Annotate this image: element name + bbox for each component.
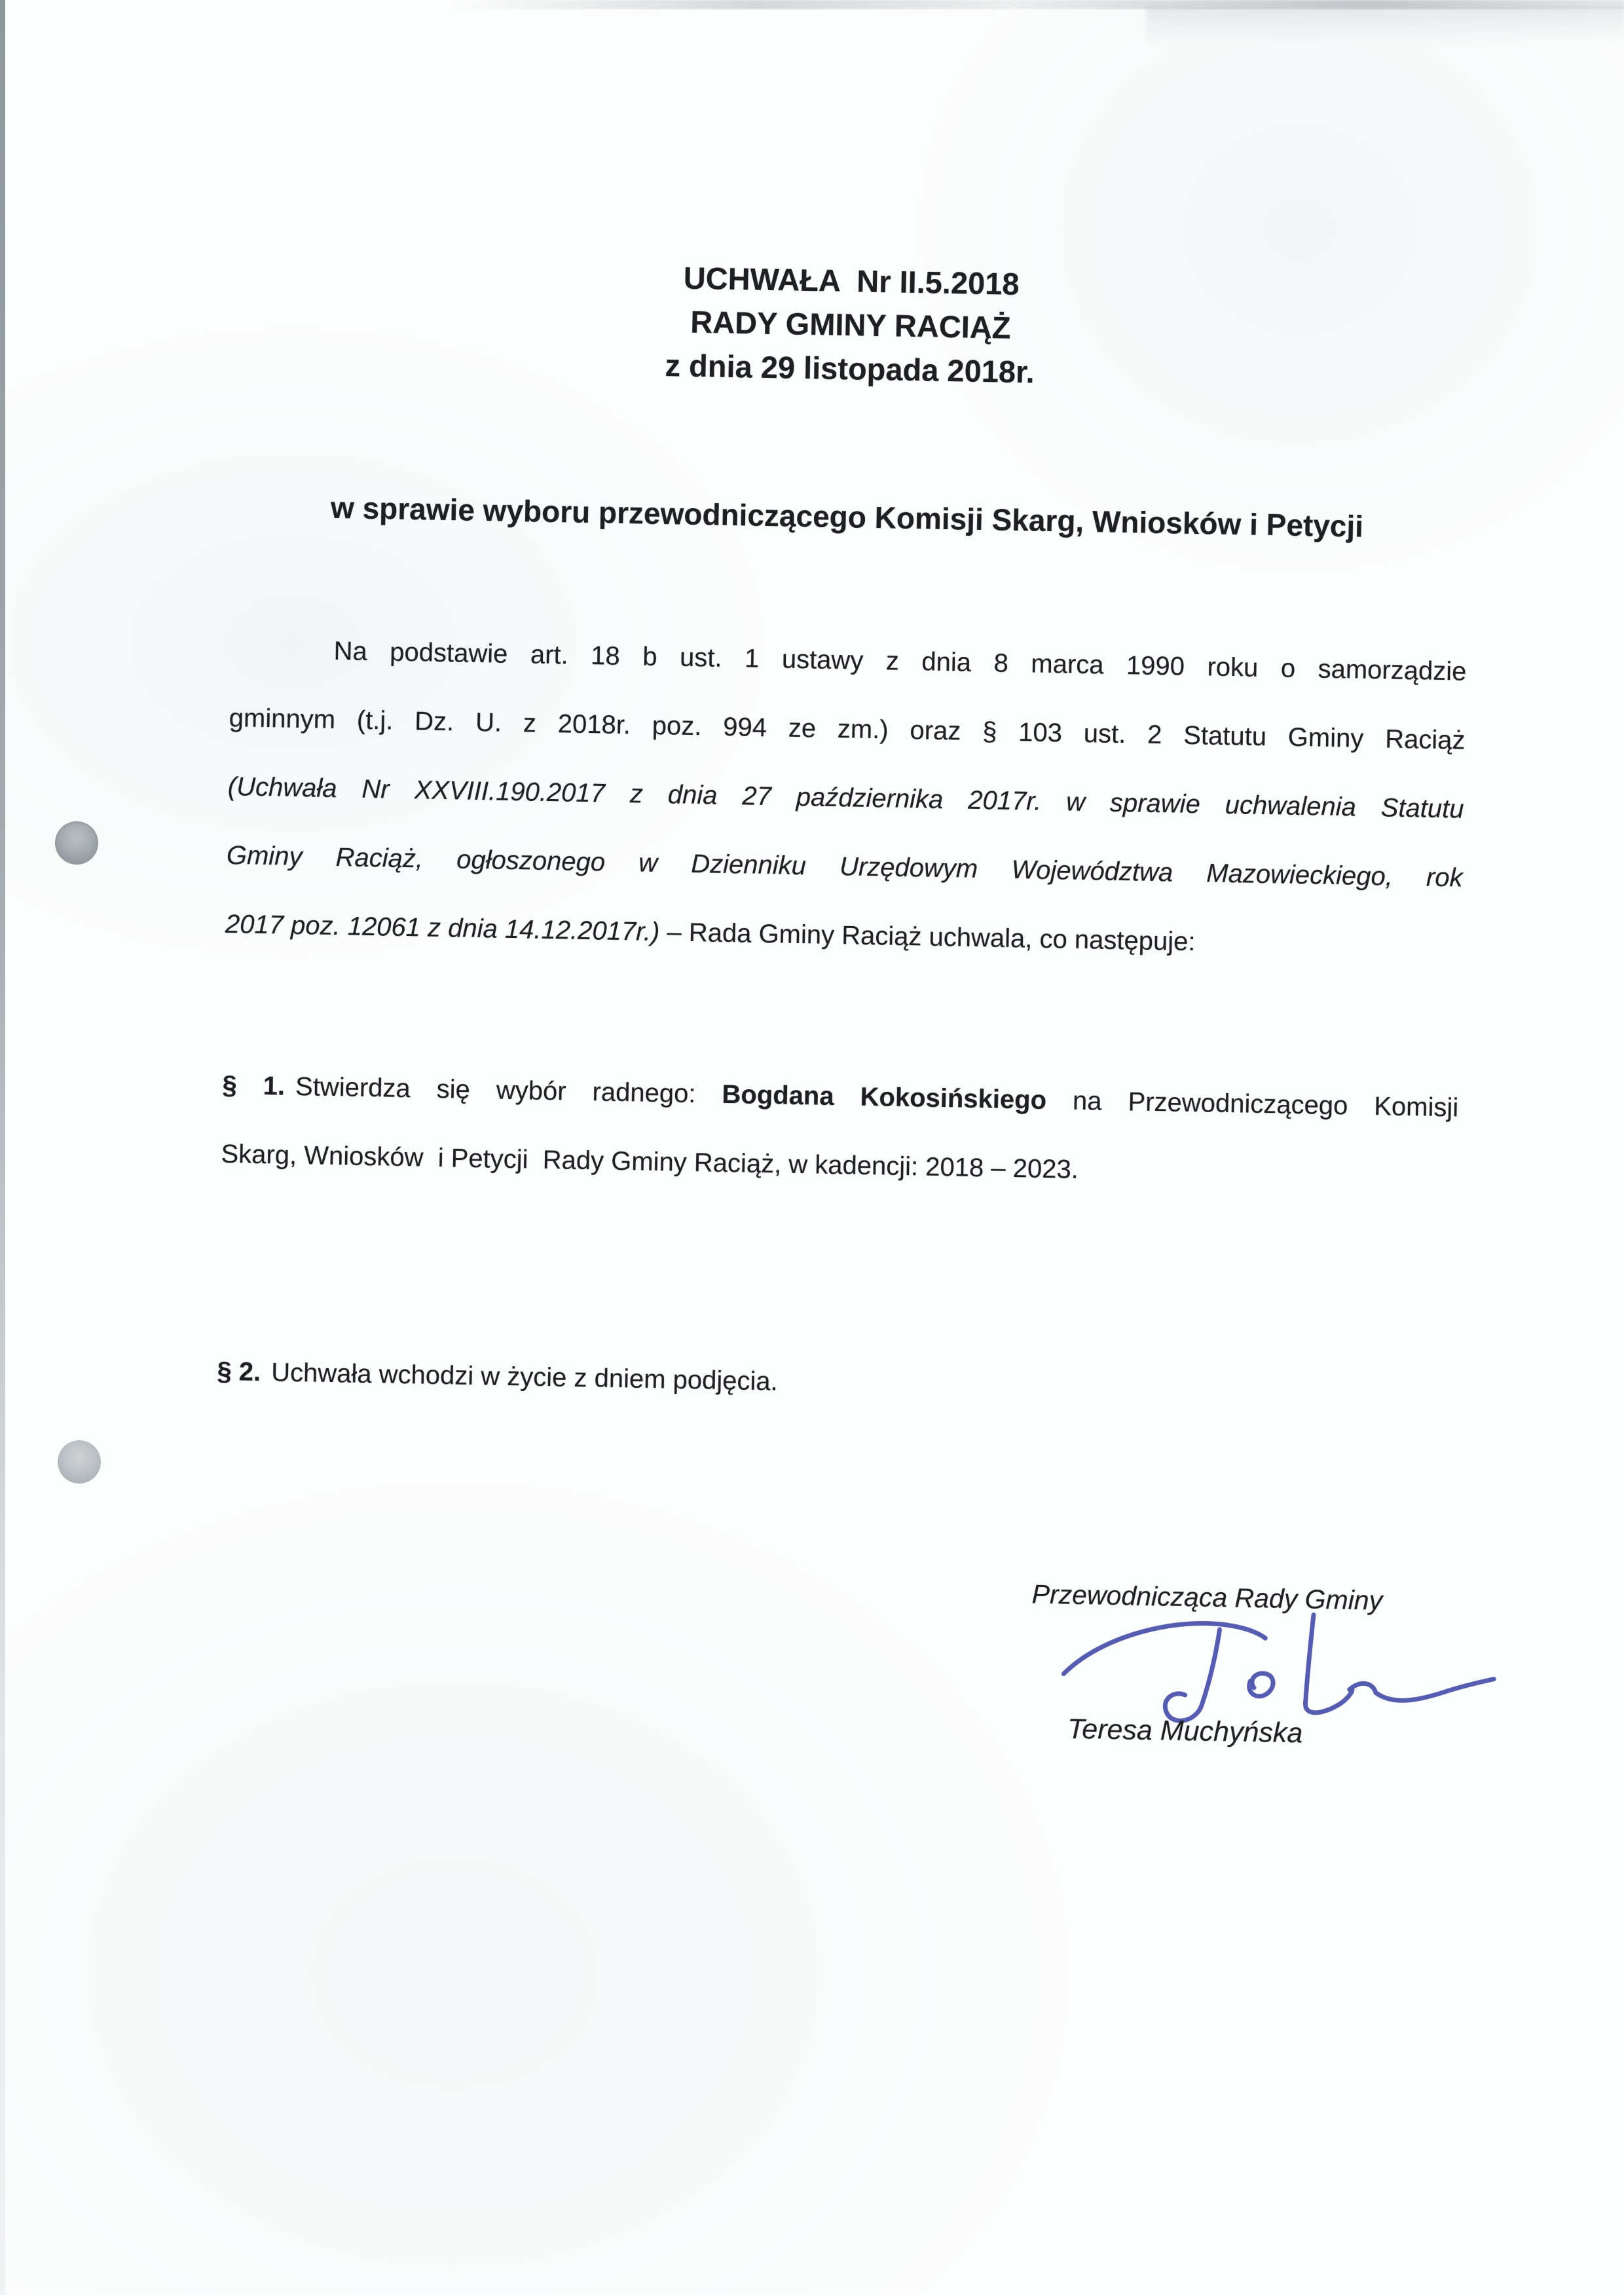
resolution-issuer: RADY GMINY RACIĄŻ xyxy=(690,304,1011,345)
section-1-number: § 1. xyxy=(222,1070,286,1101)
section-1-text-b: na Przewodniczącego Komisji xyxy=(1046,1085,1459,1123)
resolution-header xyxy=(365,250,1336,400)
legal-basis-line-2: gminnym (t.j. Dz. U. z 2018r. poz. 994 ze zm.) oraz § 103 ust. 2 Statutu Gminy Raciąż xyxy=(229,703,1466,755)
section-2-text: Uchwała wchodzi w życie z dniem podjęcia. xyxy=(270,1358,779,1396)
resolution-number: UCHWAŁA Nr II.5.2018 xyxy=(683,260,1020,301)
section-1-paragraph xyxy=(221,1051,1460,1212)
resolution-subject: w sprawie wyboru przewodniczącego Komisji Skarg, Wniosków i Petycji xyxy=(330,490,1364,544)
legal-basis-line-5-enacting: – Rada Gminy Raciąż uchwala, co następuje: xyxy=(659,918,1196,957)
legal-basis-line-3: (Uchwała Nr XXVIII.190.2017 z dnia 27 października 2017r. w sprawie uchwalenia Statutu xyxy=(227,772,1464,824)
legal-basis-line-5-citation: 2017 poz. 12061 z dnia 14.12.2017r.) xyxy=(225,909,660,947)
section-1-line-2: Skarg, Wniosków i Petycji Rady Gminy Raciąż, w kadencji: 2018 – 2023. xyxy=(221,1139,1079,1184)
legal-basis-line-1: Na podstawie art. 18 b ust. 1 ustawy z dnia 8 marca 1990 roku o samorządzie xyxy=(333,636,1467,686)
section-2-paragraph xyxy=(217,1337,1454,1429)
signature-stroke-swash xyxy=(1063,1621,1265,1678)
legal-basis-line-4: Gminy Raciąż, ogłoszonego w Dzienniku Urzędowym Województwa Mazowieckiego, rok xyxy=(226,840,1464,893)
section-2-line xyxy=(217,1337,1454,1429)
section-2-number: § 2. xyxy=(217,1356,261,1387)
legal-basis-paragraph xyxy=(225,615,1467,982)
signature-name: Teresa Muchyńska xyxy=(1067,1713,1303,1749)
resolution-date: z dnia 29 listopada 2018r. xyxy=(665,348,1035,390)
signature-stroke-tail xyxy=(1305,1614,1495,1715)
section-1-elected-name: Bogdana Kokosińskiego xyxy=(722,1079,1047,1115)
signature-stroke-j xyxy=(1165,1628,1220,1721)
signature-title: Przewodnicząca Rady Gminy xyxy=(1031,1578,1383,1616)
signature-stroke-mid xyxy=(1249,1673,1273,1697)
section-1-text-a: Stwierdza się wybór radnego: xyxy=(295,1072,722,1109)
